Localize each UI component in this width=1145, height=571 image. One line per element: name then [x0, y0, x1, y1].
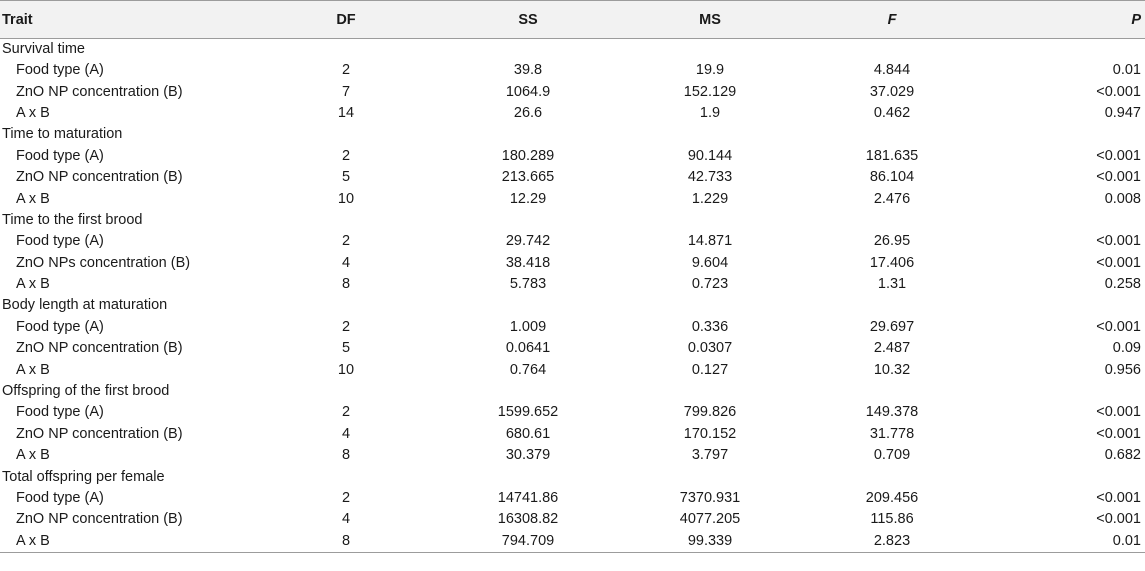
- header-f: F: [801, 1, 983, 39]
- table-row: [0, 188, 1145, 209]
- cell-source: ZnO NPs concentration (B): [16, 254, 191, 271]
- cell-p: <0.001: [1096, 233, 1141, 250]
- cell-ms: 799.826: [683, 404, 737, 421]
- table-header: [0, 1, 1145, 39]
- cell-f: 31.778: [869, 425, 915, 442]
- cell-ms: 3.797: [691, 447, 729, 464]
- cell-df: 5: [341, 340, 351, 357]
- cell-df: 2: [341, 233, 351, 250]
- cell-f: 4.844: [873, 62, 911, 79]
- cell-ms: 1.9: [699, 104, 721, 121]
- cell-f: 10.32: [873, 361, 911, 378]
- cell-ms: 42.733: [687, 169, 733, 186]
- cell-ss: 26.6: [513, 104, 543, 121]
- cell-f: 209.456: [865, 490, 919, 506]
- table-row: [0, 402, 1145, 423]
- cell-source: A x B: [16, 190, 50, 207]
- cell-ss: 1599.652: [497, 404, 559, 421]
- cell-ms: 14.871: [687, 233, 733, 250]
- cell-df: 7: [341, 83, 351, 100]
- cell-p: 0.09: [1112, 340, 1141, 357]
- cell-f: 0.462: [873, 104, 911, 121]
- cell-df: 4: [341, 254, 351, 271]
- group-label: Body length at maturation: [2, 297, 168, 314]
- cell-p: <0.001: [1096, 147, 1141, 164]
- cell-f: 2.487: [873, 340, 911, 357]
- cell-df: 2: [341, 62, 351, 79]
- table-row: [0, 359, 1145, 380]
- cell-p: <0.001: [1096, 83, 1141, 100]
- cell-f: 86.104: [869, 169, 915, 186]
- cell-ss: 29.742: [505, 233, 551, 250]
- cell-source: A x B: [16, 447, 50, 464]
- cell-source: Food type (A): [16, 318, 104, 335]
- cell-p: 0.258: [1104, 276, 1141, 293]
- cell-p: <0.001: [1096, 404, 1141, 421]
- cell-ms: 1.229: [691, 190, 729, 207]
- cell-f: 1.31: [877, 276, 907, 293]
- cell-ss: 12.29: [509, 190, 547, 207]
- cell-p: <0.001: [1096, 318, 1141, 335]
- cell-ms: 9.604: [691, 254, 729, 271]
- cell-ss: 16308.82: [497, 511, 559, 528]
- table-row: [0, 424, 1145, 445]
- group-row: [0, 466, 1145, 487]
- cell-df: 8: [255, 531, 437, 553]
- cell-p: 0.01: [983, 531, 1145, 553]
- table-row: [0, 253, 1145, 274]
- cell-ms: 0.723: [691, 276, 729, 293]
- cell-p: <0.001: [1096, 254, 1141, 271]
- cell-df: 14: [337, 104, 355, 121]
- table-row: [0, 60, 1145, 81]
- header-ms: MS: [619, 1, 801, 39]
- cell-df: 2: [341, 490, 351, 506]
- group-row: [0, 210, 1145, 231]
- cell-f: 115.86: [870, 511, 914, 528]
- cell-source: Food type (A): [16, 147, 104, 164]
- header-p: P: [983, 1, 1145, 39]
- group-row: [0, 39, 1145, 61]
- cell-df: 4: [341, 425, 351, 442]
- cell-f: 149.378: [865, 404, 919, 421]
- cell-ms: 19.9: [695, 62, 725, 79]
- header-trait: Trait: [0, 1, 255, 39]
- cell-f: 26.95: [873, 233, 911, 250]
- cell-ss: 1064.9: [505, 83, 551, 100]
- group-label: Total offspring per female: [2, 468, 165, 485]
- cell-ss: 213.665: [501, 169, 555, 186]
- cell-ms: 4077.205: [679, 511, 741, 528]
- cell-f: 29.697: [869, 318, 915, 335]
- table-body: [0, 39, 1145, 553]
- table-row: [0, 103, 1145, 124]
- cell-f: 2.476: [873, 190, 911, 207]
- cell-df: 8: [341, 276, 351, 293]
- cell-p: <0.001: [1096, 169, 1141, 186]
- cell-ss: 14741.86: [497, 490, 559, 506]
- cell-ss: 38.418: [505, 254, 551, 271]
- cell-ss: 39.8: [513, 62, 543, 79]
- header-row: [0, 1, 1145, 39]
- cell-df: 2: [341, 404, 351, 421]
- table-row: [0, 488, 1145, 509]
- cell-df: 2: [341, 318, 351, 335]
- table-row: [0, 338, 1145, 359]
- cell-df: 10: [337, 190, 355, 207]
- table-row: [0, 317, 1145, 338]
- cell-source: A x B: [16, 276, 50, 293]
- group-row: [0, 381, 1145, 402]
- cell-ms: 90.144: [687, 147, 733, 164]
- cell-df: 5: [341, 169, 351, 186]
- cell-p: 0.01: [1112, 62, 1141, 79]
- cell-source: ZnO NP concentration (B): [16, 169, 183, 186]
- cell-p: 0.947: [1104, 104, 1141, 121]
- cell-source: Food type (A): [16, 62, 104, 79]
- cell-p: 0.956: [1104, 361, 1141, 378]
- cell-ss: 5.783: [509, 276, 547, 293]
- table-row: [0, 509, 1145, 530]
- cell-source: Food type (A): [16, 404, 104, 421]
- cell-f: 0.709: [873, 447, 911, 464]
- cell-ss: 1.009: [509, 318, 547, 335]
- cell-ss: 0.0641: [505, 340, 551, 357]
- cell-ss: 30.379: [505, 447, 551, 464]
- header-ss: SS: [437, 1, 619, 39]
- cell-source: ZnO NP concentration (B): [16, 340, 183, 357]
- cell-f: 181.635: [865, 147, 919, 164]
- group-row: [0, 295, 1145, 316]
- cell-ss: 180.289: [501, 147, 555, 164]
- cell-ms: 0.336: [691, 318, 729, 335]
- cell-source: ZnO NP concentration (B): [16, 511, 183, 528]
- cell-df: 8: [341, 447, 351, 464]
- table-row: [0, 81, 1145, 102]
- cell-ms: 170.152: [683, 425, 737, 442]
- cell-ms: 7370.931: [679, 490, 741, 506]
- header-df: DF: [255, 1, 437, 39]
- group-label: Survival time: [2, 41, 85, 57]
- group-label: Time to maturation: [2, 126, 123, 143]
- table-row: [0, 231, 1145, 252]
- cell-f: 2.823: [801, 531, 983, 553]
- cell-f: 37.029: [869, 83, 915, 100]
- group-label: Offspring of the first brood: [2, 383, 170, 400]
- group-row: [0, 124, 1145, 145]
- cell-source: Food type (A): [16, 490, 104, 506]
- cell-df: 2: [341, 147, 351, 164]
- table-row: [0, 445, 1145, 466]
- table-row: [0, 167, 1145, 188]
- cell-f: 17.406: [869, 254, 915, 271]
- cell-ms: 0.127: [691, 361, 729, 378]
- cell-source: ZnO NP concentration (B): [16, 83, 183, 100]
- cell-df: 4: [341, 511, 351, 528]
- table-row: [0, 274, 1145, 295]
- cell-ss: 794.709: [437, 531, 619, 553]
- cell-ms: 99.339: [619, 531, 801, 553]
- cell-p: <0.001: [1096, 490, 1141, 506]
- cell-df: 10: [337, 361, 355, 378]
- cell-p: <0.001: [1096, 425, 1141, 442]
- cell-ss: 680.61: [505, 425, 551, 442]
- cell-p: 0.682: [1104, 447, 1141, 464]
- cell-ss: 0.764: [509, 361, 547, 378]
- cell-source: A x B: [0, 531, 255, 553]
- group-label: Time to the first brood: [2, 211, 143, 228]
- cell-ms: 0.0307: [687, 340, 733, 357]
- cell-source: A x B: [16, 104, 50, 121]
- table-row: [0, 146, 1145, 167]
- cell-source: Food type (A): [16, 233, 104, 250]
- table-row: [0, 531, 1145, 553]
- cell-source: A x B: [16, 361, 50, 378]
- cell-p: <0.001: [1096, 511, 1141, 528]
- cell-ms: 152.129: [683, 83, 737, 100]
- cell-p: 0.008: [1104, 190, 1141, 207]
- cell-source: ZnO NP concentration (B): [16, 425, 183, 442]
